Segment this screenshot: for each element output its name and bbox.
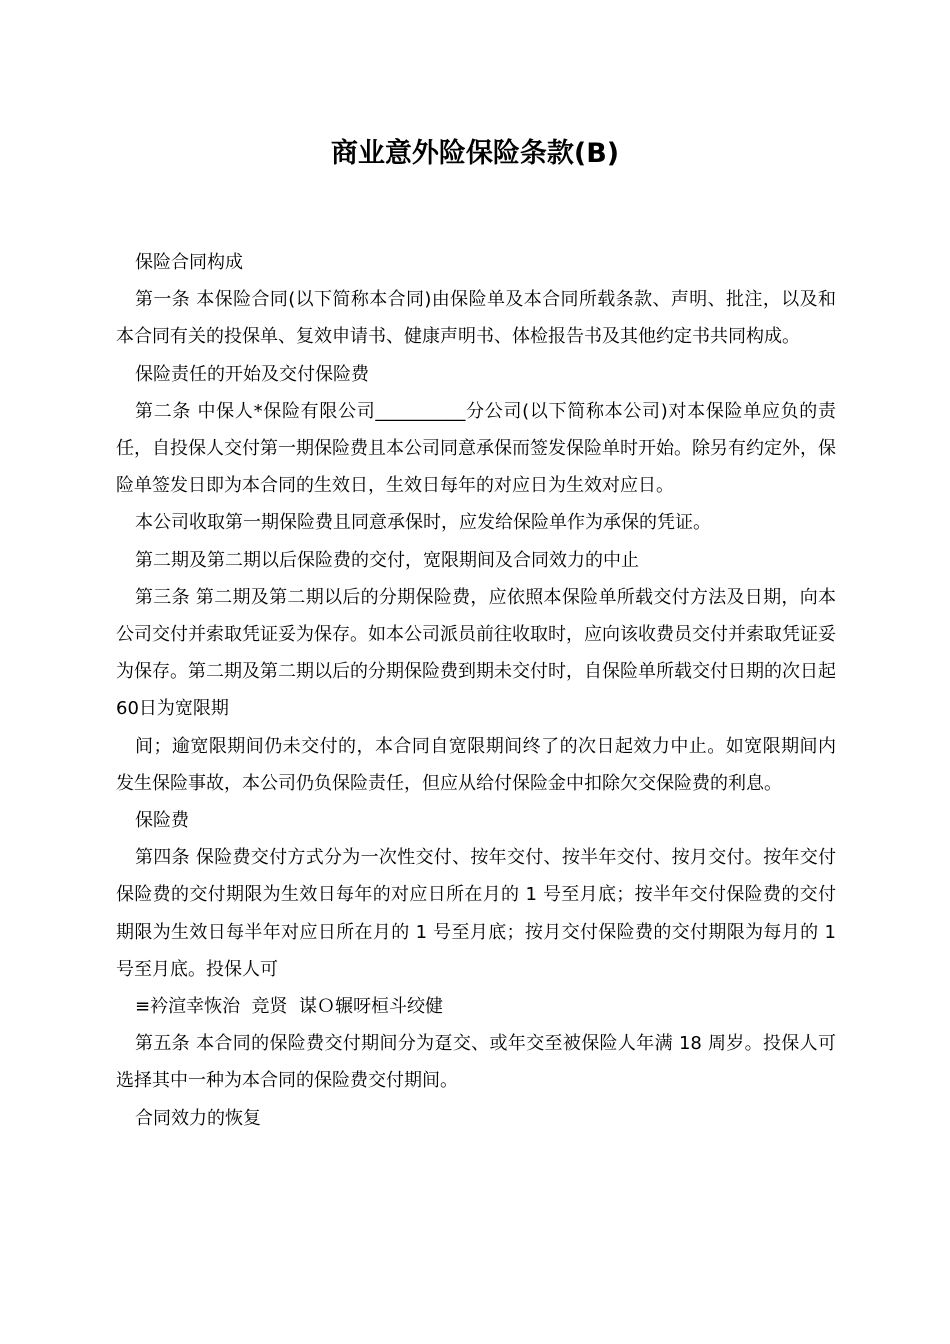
- article-4-paragraph: 第四条 保险费交付方式分为一次性交付、按年交付、按半年交付、按月交付。按年交付保险费的交付期限为生效日每年的对应日所在月的 1 号至月底；按半年交付保险费的交付期限为生效日每半年对应日所在月的 1 号至月底；按月交付保险费的交付期限为每月的 1 号至月底。投保人可: [116, 847, 836, 980]
- document-body: [116, 244, 836, 1137]
- article-2-paragraph: 第二条 中保人*保险有限公司__________分公司(以下简称本公司)对本保险单应负的责任，自投保人交付第一期保险费且本公司同意承保而签发保险单时开始。除另有约定外，保险单签发日即为本合同的生效日，生效日每年的对应日为生效对应日。: [116, 400, 836, 497]
- article-1-paragraph: 第一条 本保险合同(以下简称本合同)由保险单及本合同所载条款、声明、批注，以及和本合同有关的投保单、复效申请书、健康声明书、体检报告书及其他约定书共同构成。: [116, 289, 836, 348]
- section-heading-contract-composition: 保险合同构成: [135, 252, 243, 273]
- article-5-paragraph: 第五条 本合同的保险费交付期间分为趸交、或年交至被保险人年满 18 周岁。投保人可选择其中一种为本合同的保险费交付期间。: [116, 1033, 836, 1092]
- section-heading-grace-period: 第二期及第二期以后保险费的交付，宽限期间及合同效力的中止: [135, 549, 639, 571]
- section-heading-reinstatement: 合同效力的恢复: [135, 1107, 261, 1129]
- section-heading-liability-start: 保险责任的开始及交付保险费: [135, 363, 369, 385]
- first-premium-receipt-paragraph: 本公司收取第一期保险费且同意承保时，应发给保险单作为承保的凭证。: [135, 512, 711, 534]
- grace-period-continuation-paragraph: 间；逾宽限期间仍未交付的，本合同自宽限期间终了的次日起效力中止。如宽限期间内发生保险事故，本公司仍负保险责任，但应从给付保险金中扣除欠交保险费的利息。: [116, 735, 836, 794]
- article-3-paragraph: 第三条 第二期及第二期以后的分期保险费，应依照本保险单所载交付方法及日期，向本公司交付并索取凭证妥为保存。如本公司派员前往收取时，应向该收费员交付并索取凭证妥为保存。第二期及第二期以后的分期保险费到期未交付时，自保险单所载交付日期的次日起60日为宽限期: [116, 586, 836, 720]
- section-heading-premium: 保险费: [135, 810, 189, 832]
- document-title: 商业意外险保险条款(B): [330, 138, 620, 169]
- garbled-text-line: ≡衿渲幸恢治 竞贤 谋Ｏ辗呀桓斗绞健: [135, 996, 443, 1018]
